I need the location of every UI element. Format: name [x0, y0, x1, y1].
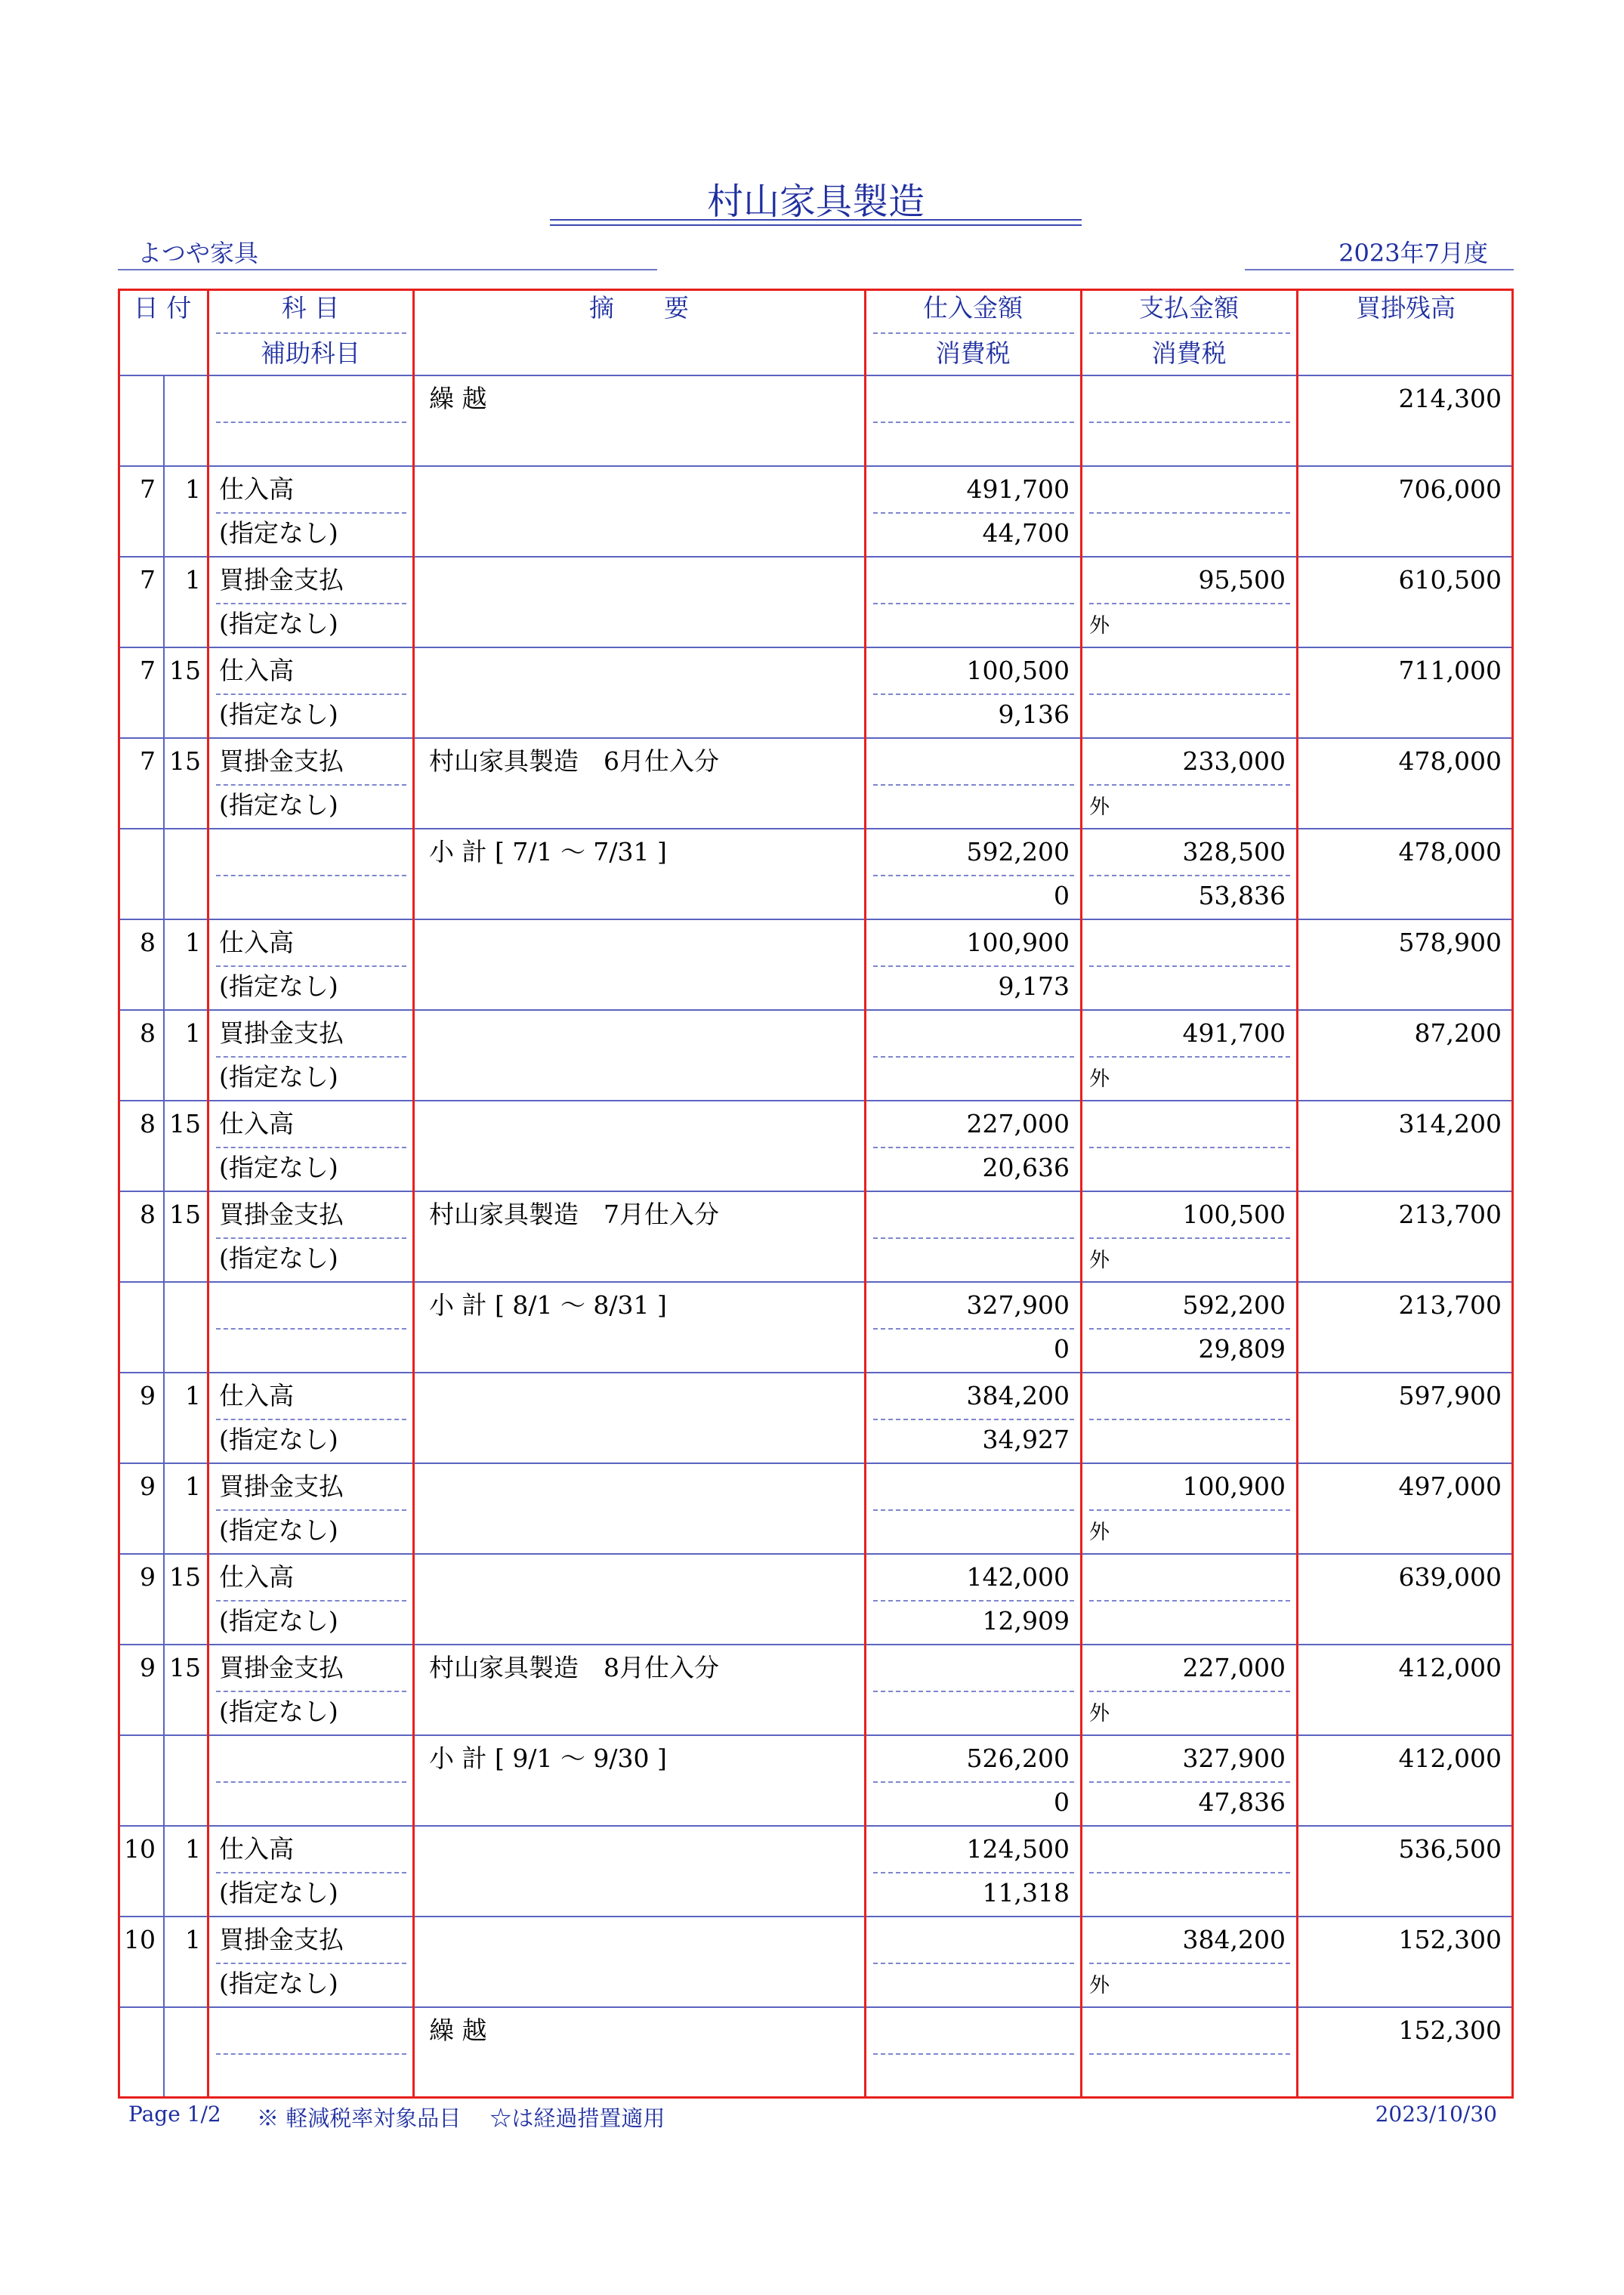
header-balance: 買掛残高 [1356, 293, 1456, 323]
header-dash [216, 332, 406, 334]
row-account: 買掛金支払 [219, 1925, 344, 1954]
row-dash [873, 2053, 1074, 2055]
row-balance: 214,300 [1398, 384, 1502, 413]
row-payment: 100,500 [1182, 1200, 1286, 1229]
col-divider-description [864, 289, 866, 2099]
row-month: 7 [140, 656, 156, 685]
row-balance: 412,000 [1398, 1653, 1502, 1682]
col-divider-account [412, 289, 415, 2099]
row-month: 10 [124, 1834, 156, 1864]
row-dash [873, 1872, 1074, 1873]
row-dash [1089, 512, 1290, 514]
row-day: 1 [185, 474, 201, 504]
row-month: 8 [140, 1018, 156, 1048]
header-bottom-rule [118, 375, 1514, 376]
row-rule [118, 1191, 1514, 1192]
print-date: 2023/10/30 [1375, 2102, 1497, 2127]
row-dash [216, 422, 406, 423]
row-dash [1089, 965, 1290, 967]
row-rule [118, 1281, 1514, 1283]
row-balance: 87,200 [1414, 1018, 1502, 1048]
row-day: 15 [169, 1200, 201, 1229]
row-dash [216, 965, 406, 967]
row-sub-account: (指定なし) [219, 1969, 338, 1998]
row-dash [216, 1328, 406, 1330]
row-payment-tax: 29,809 [1198, 1334, 1286, 1364]
row-day: 1 [185, 565, 201, 595]
row-month: 8 [140, 1200, 156, 1229]
col-divider-date [207, 289, 209, 2099]
row-description: 村山家具製造 7月仕入分 [429, 1200, 719, 1229]
row-dash [1089, 1600, 1290, 1602]
row-day: 15 [169, 1653, 201, 1682]
row-description: 繰 越 [429, 384, 487, 413]
header-dash [873, 332, 1074, 334]
row-dash [1089, 2053, 1290, 2055]
row-purchase-tax: 9,136 [998, 700, 1070, 729]
row-dash [1089, 603, 1290, 604]
row-description: 小 計 [ 8/1 ～ 8/31 ] [429, 1290, 667, 1320]
row-month: 8 [140, 1109, 156, 1138]
row-dash [216, 1237, 406, 1239]
row-balance: 578,900 [1398, 928, 1502, 957]
header-date: 日 付 [133, 293, 192, 323]
row-purchase: 100,900 [966, 928, 1070, 957]
title-underline-2 [550, 224, 1082, 226]
row-dash [216, 1509, 406, 1511]
row-account: 買掛金支払 [219, 746, 344, 776]
row-purchase-tax: 11,318 [982, 1878, 1070, 1907]
row-sub-account: (指定なし) [219, 1515, 338, 1545]
row-account: 買掛金支払 [219, 1472, 344, 1501]
row-day: 1 [185, 1472, 201, 1501]
row-account: 買掛金支払 [219, 1653, 344, 1682]
row-dash [873, 512, 1074, 514]
row-purchase-tax: 9,173 [998, 971, 1070, 1001]
row-account: 仕入高 [219, 656, 294, 685]
header-account: 科 目 [281, 293, 340, 323]
row-payment-tax: 47,836 [1198, 1787, 1286, 1817]
row-sub-account: (指定なし) [219, 1697, 338, 1726]
row-rule [118, 1734, 1514, 1736]
footer-note: ※ 軽減税率対象品目 ☆は経過措置適用 [257, 2105, 665, 2131]
row-rule [118, 1372, 1514, 1373]
row-purchase: 491,700 [966, 474, 1070, 504]
row-payment: 491,700 [1182, 1018, 1286, 1048]
client-name: よつや家具 [137, 239, 259, 267]
row-rule [118, 1825, 1514, 1827]
row-payment-tax-mark: 外 [1089, 1249, 1110, 1272]
header-payment: 支払金額 [1139, 293, 1239, 323]
row-sub-account: (指定なし) [219, 518, 338, 548]
row-purchase: 526,200 [966, 1744, 1070, 1773]
row-day: 15 [169, 656, 201, 685]
col-divider-payment [1296, 289, 1298, 2099]
row-dash [216, 875, 406, 876]
row-purchase-tax: 20,636 [982, 1153, 1070, 1182]
row-month: 7 [140, 474, 156, 504]
ledger-table [118, 289, 1514, 2099]
row-rule [118, 465, 1514, 467]
row-rule [118, 1916, 1514, 1917]
row-purchase: 327,900 [966, 1290, 1070, 1320]
row-balance: 711,000 [1398, 656, 1502, 685]
row-rule [118, 1553, 1514, 1555]
row-payment: 100,900 [1182, 1472, 1286, 1501]
header-description: 摘 要 [589, 293, 689, 323]
row-dash [216, 603, 406, 604]
row-balance: 597,900 [1398, 1381, 1502, 1410]
row-sub-account: (指定なし) [219, 1062, 338, 1092]
row-sub-account: (指定なし) [219, 971, 338, 1001]
row-account: 仕入高 [219, 928, 294, 957]
row-dash [1089, 1872, 1290, 1873]
row-purchase-tax: 44,700 [982, 518, 1070, 548]
row-payment-tax-mark: 外 [1089, 795, 1110, 819]
row-balance: 610,500 [1398, 565, 1502, 595]
row-month: 7 [140, 746, 156, 776]
ledger-title: 村山家具製造 [706, 181, 925, 223]
row-balance: 639,000 [1398, 1562, 1502, 1592]
row-dash [873, 875, 1074, 876]
row-purchase: 124,500 [966, 1834, 1070, 1864]
row-dash [1089, 1963, 1290, 1964]
row-payment-tax-mark: 外 [1089, 1521, 1110, 1544]
row-dash [1089, 875, 1290, 876]
row-account: 仕入高 [219, 474, 294, 504]
row-day: 1 [185, 1381, 201, 1410]
row-balance: 706,000 [1398, 474, 1502, 504]
row-day: 1 [185, 1834, 201, 1864]
row-rule [118, 556, 1514, 558]
row-purchase: 100,500 [966, 656, 1070, 685]
period-underline [1245, 269, 1514, 270]
row-rule [118, 1463, 1514, 1464]
row-dash [873, 1419, 1074, 1420]
row-account: 買掛金支払 [219, 1018, 344, 1048]
row-payment-tax: 53,836 [1198, 881, 1286, 910]
header-payment-tax: 消費税 [1151, 338, 1227, 368]
row-sub-account: (指定なし) [219, 1606, 338, 1636]
row-dash [1089, 784, 1290, 786]
row-balance: 478,000 [1398, 746, 1502, 776]
row-balance: 478,000 [1398, 837, 1502, 866]
row-sub-account: (指定なし) [219, 1425, 338, 1454]
row-payment: 95,500 [1198, 565, 1286, 595]
row-dash [216, 1600, 406, 1602]
row-dash [216, 1056, 406, 1058]
row-month: 9 [140, 1472, 156, 1501]
row-dash [873, 1691, 1074, 1692]
row-month: 10 [124, 1925, 156, 1954]
row-balance: 314,200 [1398, 1109, 1502, 1138]
row-dash [873, 1147, 1074, 1148]
row-dash [873, 1328, 1074, 1330]
row-day: 1 [185, 1925, 201, 1954]
row-account: 仕入高 [219, 1109, 294, 1138]
row-day: 15 [169, 1109, 201, 1138]
row-rule [118, 2006, 1514, 2008]
row-payment: 227,000 [1182, 1653, 1286, 1682]
row-month: 9 [140, 1381, 156, 1410]
client-underline [118, 269, 657, 270]
row-dash [1089, 693, 1290, 695]
row-sub-account: (指定なし) [219, 1243, 338, 1273]
row-account: 仕入高 [219, 1381, 294, 1410]
row-account: 仕入高 [219, 1834, 294, 1864]
row-payment: 327,900 [1182, 1744, 1286, 1773]
row-month: 8 [140, 928, 156, 957]
period-label: 2023年7月度 [1338, 239, 1488, 267]
row-sub-account: (指定なし) [219, 790, 338, 820]
row-balance: 213,700 [1398, 1200, 1502, 1229]
row-payment: 233,000 [1182, 746, 1286, 776]
row-dash [873, 693, 1074, 695]
row-balance: 497,000 [1398, 1472, 1502, 1501]
row-purchase-tax: 12,909 [982, 1606, 1070, 1636]
row-purchase: 142,000 [966, 1562, 1070, 1592]
row-dash [873, 1781, 1074, 1783]
row-dash [216, 693, 406, 695]
row-sub-account: (指定なし) [219, 1878, 338, 1907]
row-account: 買掛金支払 [219, 1200, 344, 1229]
page-number: Page 1/2 [128, 2102, 221, 2127]
row-dash [216, 512, 406, 514]
row-dash [873, 1963, 1074, 1964]
row-dash [1089, 422, 1290, 423]
row-payment: 384,200 [1182, 1925, 1286, 1954]
row-day: 15 [169, 1562, 201, 1592]
row-dash [1089, 1691, 1290, 1692]
row-sub-account: (指定なし) [219, 1153, 338, 1182]
row-dash [216, 1963, 406, 1964]
row-rule [118, 737, 1514, 739]
row-balance: 412,000 [1398, 1744, 1502, 1773]
row-rule [118, 1100, 1514, 1101]
row-dash [216, 1419, 406, 1420]
ledger-frame [118, 289, 1514, 2099]
row-rule [118, 828, 1514, 829]
row-dash [873, 1237, 1074, 1239]
row-payment-tax-mark: 外 [1089, 1067, 1110, 1091]
row-dash [873, 1600, 1074, 1602]
row-dash [216, 1872, 406, 1873]
row-purchase-tax: 34,927 [982, 1425, 1070, 1454]
row-dash [216, 2053, 406, 2055]
row-sub-account: (指定なし) [219, 700, 338, 729]
row-dash [1089, 1056, 1290, 1058]
row-sub-account: (指定なし) [219, 609, 338, 638]
row-dash [873, 965, 1074, 967]
row-description: 村山家具製造 8月仕入分 [429, 1653, 719, 1682]
row-description: 繰 越 [429, 2015, 487, 2045]
header-purchase: 仕入金額 [923, 293, 1023, 323]
header-purchase-tax: 消費税 [935, 338, 1011, 368]
row-month: 7 [140, 565, 156, 595]
row-dash [1089, 1419, 1290, 1420]
row-day: 1 [185, 1018, 201, 1048]
row-purchase-tax: 0 [1054, 1787, 1070, 1817]
row-purchase: 592,200 [966, 837, 1070, 866]
row-dash [216, 784, 406, 786]
row-description: 小 計 [ 7/1 ～ 7/31 ] [429, 837, 667, 866]
row-dash [1089, 1781, 1290, 1783]
row-dash [1089, 1237, 1290, 1239]
row-purchase: 384,200 [966, 1381, 1070, 1410]
day-divider [163, 376, 165, 2099]
row-dash [873, 1509, 1074, 1511]
col-divider-purchase [1080, 289, 1082, 2099]
row-account: 買掛金支払 [219, 565, 344, 595]
row-balance: 213,700 [1398, 1290, 1502, 1320]
row-description: 村山家具製造 6月仕入分 [429, 746, 719, 776]
row-purchase: 227,000 [966, 1109, 1070, 1138]
row-month: 9 [140, 1653, 156, 1682]
row-day: 1 [185, 928, 201, 957]
row-rule [118, 647, 1514, 648]
row-payment-tax-mark: 外 [1089, 1974, 1110, 1997]
row-dash [873, 1056, 1074, 1058]
row-dash [216, 1781, 406, 1783]
row-payment-tax-mark: 外 [1089, 1702, 1110, 1725]
row-account: 仕入高 [219, 1562, 294, 1592]
row-dash [216, 1147, 406, 1148]
row-rule [118, 919, 1514, 920]
row-balance: 152,300 [1398, 1925, 1502, 1954]
row-day: 15 [169, 746, 201, 776]
row-purchase-tax: 0 [1054, 881, 1070, 910]
row-dash [873, 422, 1074, 423]
row-payment: 328,500 [1182, 837, 1286, 866]
header-sub-account: 補助科目 [261, 338, 360, 368]
row-purchase-tax: 0 [1054, 1334, 1070, 1364]
header-dash [1089, 332, 1290, 334]
row-payment-tax-mark: 外 [1089, 614, 1110, 638]
row-rule [118, 1644, 1514, 1645]
row-balance: 536,500 [1398, 1834, 1502, 1864]
row-dash [873, 603, 1074, 604]
row-dash [1089, 1147, 1290, 1148]
row-dash [873, 784, 1074, 786]
row-balance: 152,300 [1398, 2015, 1502, 2045]
row-description: 小 計 [ 9/1 ～ 9/30 ] [429, 1744, 667, 1773]
row-dash [216, 1691, 406, 1692]
row-payment: 592,200 [1182, 1290, 1286, 1320]
row-dash [1089, 1328, 1290, 1330]
row-rule [118, 1009, 1514, 1011]
row-month: 9 [140, 1562, 156, 1592]
row-dash [1089, 1509, 1290, 1511]
title-underline [550, 219, 1082, 221]
